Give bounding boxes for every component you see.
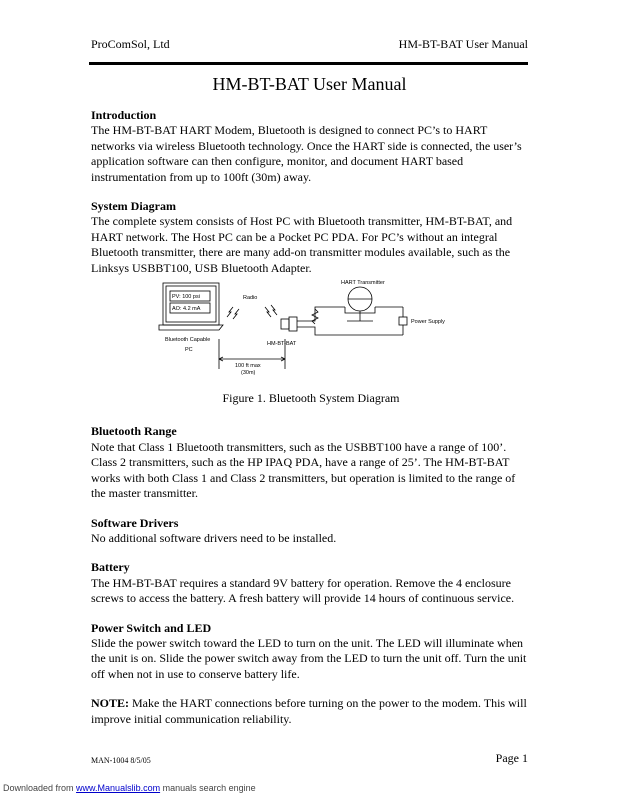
system-diagram-figure [155,279,465,377]
distance-label: 100 ft max [235,363,261,370]
section-text: The HM-BT-BAT HART Modem, Bluetooth is designed to connect PC’s to HART networks via wireless Bluetooth technology. Once the HART side is connected, the user’s application software can then configure, monitor, and document HART based instrumentation from up to 100ft (30m) away. [91,123,522,184]
modem-icon [281,317,297,331]
page-title: HM-BT-BAT User Manual [212,74,407,94]
ao-readout: AO: 4.2 mA [172,306,201,313]
header-rule [89,62,528,65]
footer-page-number: Page 1 [495,751,528,765]
header-company: ProComSol, Ltd [91,37,170,51]
document-body [91,108,531,741]
modem-label: HM-BT-BAT [267,341,297,348]
radio-label: Radio [243,295,258,302]
section-system-diagram [91,199,531,276]
section-heading: Battery [91,560,130,575]
radio-waves-icon [227,305,277,319]
section-software-drivers [91,516,531,547]
note-label: NOTE: [91,696,130,711]
section-power-switch [91,621,531,683]
header-doc-title: HM-BT-BAT User Manual [398,37,528,51]
system-diagram [91,279,531,377]
hart-transmitter-icon [345,287,375,321]
section-text: Slide the power switch toward the LED to turn on the unit. The LED will illuminate when the unit is on. Slide the power switch away from the LED to turn the unit off. Turn the unit off when not in use to conserve battery life. [91,635,527,681]
section-text: The complete system consists of Host PC with Bluetooth transmitter, HM-BT-BAT, and HART network. The Host PC can be a Pocket PC PDA. For PC’s without an integral Bluetooth transmitter, there are many add-on transmitter modules available, such as the Linksys USBBT100, USB Bluetooth Adapter. [91,214,513,275]
section-text: Note that Class 1 Bluetooth transmitters, such as the USBBT100 have a range of 100’. Class 2 transmitters, such as the HP IPAQ PDA, have a range of 25’. The HM-BT-BAT works with both Class 1 and Class 2 transmitters, but operation is limited to the range of the master transmitter. [91,439,516,501]
power-supply-label: Power Supply [411,319,445,326]
download-suffix: manuals search engine [160,783,256,793]
section-bluetooth-range [91,424,531,501]
footer-doc-code: MAN-1004 8/5/05 [91,756,151,765]
pv-readout: PV: 100 psi [172,294,200,301]
section-text: The HM-BT-BAT requires a standard 9V battery for operation. Remove the 4 enclosure screws to access the battery. A fresh battery will provide 14 hours of continuous service. [91,575,515,606]
distance-label-2: (30m) [241,370,256,377]
download-attribution [3,783,256,793]
manualslib-link[interactable]: www.Manualslib.com [76,783,161,793]
section-heading: Power Switch and LED [91,620,212,635]
section-heading: System Diagram [91,199,176,214]
note-paragraph [91,696,531,727]
pc-label: Bluetooth Capable [165,337,211,344]
note-text [91,696,531,727]
section-heading: Bluetooth Range [91,424,177,439]
section-text: No additional software drivers need to be installed. [91,530,337,545]
section-introduction [91,108,531,185]
figure-caption: Figure 1. Bluetooth System Diagram [222,391,400,406]
pc-label-2: PC [185,347,193,354]
hart-transmitter-label: HART Transmitter [341,280,385,287]
download-prefix: Downloaded from [3,783,77,793]
section-heading: Software Drivers [91,515,179,530]
section-battery [91,560,531,606]
section-heading: Introduction [91,108,157,122]
power-supply-icon [399,317,407,325]
note-body: Make the HART connections before turning on the power to the modem. This will improve initial communication reliability. [91,696,527,726]
